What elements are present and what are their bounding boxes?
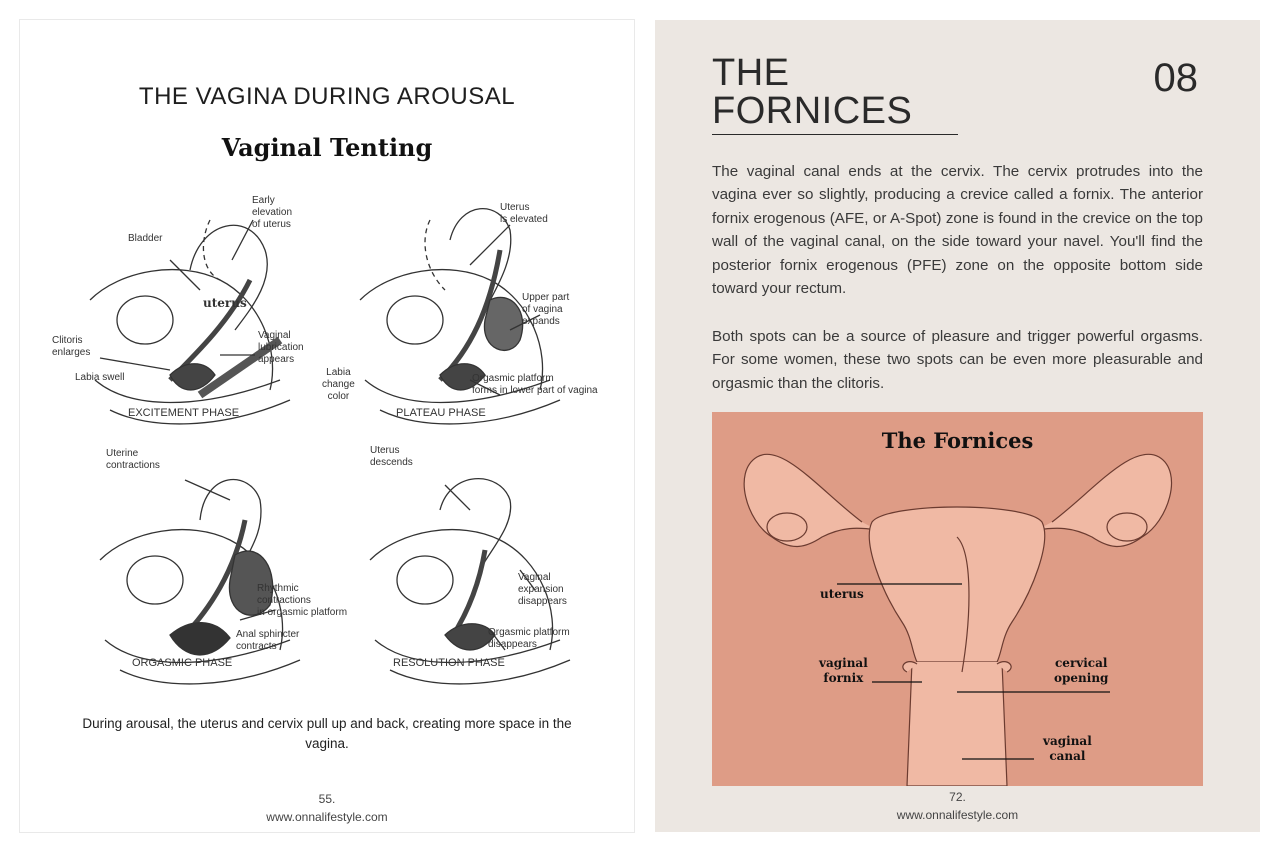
- website-footer: www.onnalifestyle.com: [266, 810, 388, 824]
- phase-label-resolution: RESOLUTION PHASE: [393, 657, 505, 669]
- label-uterus-overlay: uterus: [203, 296, 247, 310]
- label-uterus: uterus: [820, 587, 864, 601]
- phase-label-orgasmic: ORGASMIC PHASE: [132, 657, 233, 669]
- chapter-title: [712, 54, 912, 130]
- orgasmic-diagram: [100, 480, 300, 684]
- label-labia-change: Labia change color: [322, 367, 355, 402]
- label-vaginal-canal: vaginal canal: [1043, 734, 1092, 763]
- label-bladder: Bladder: [128, 233, 163, 244]
- body-paragraph-1: The vaginal canal ends at the cervix. The cervix protrudes into the vagina ever so slightly, producing a crevice called a fornix. The anterior fornix erogenous (AFE, or A-Spot) zone is found in the crevice on the top wall of the vaginal canal, on the side toward your navel. You'll find the posterior fornix erogenous (PFE) zone on the opposite bottom side toward your rectum.: [712, 163, 1203, 298]
- left-page: [20, 20, 634, 832]
- label-uterus-descends: Uterus descends: [370, 445, 413, 468]
- label-early-elevation: Early elevation of uterus: [252, 195, 293, 230]
- label-anal-sphincter: Anal sphincter contracts: [236, 629, 300, 652]
- chapter-number: 08: [1153, 56, 1198, 100]
- label-vaginal-fornix: vaginal fornix: [819, 656, 868, 685]
- label-platform-disappears: Orgasmic platform disappears: [488, 627, 570, 650]
- right-page: [655, 20, 1260, 832]
- label-upper-part: Upper part of vagina expands: [522, 292, 570, 327]
- phase-label-plateau: PLATEAU PHASE: [396, 407, 486, 419]
- page-number: 55.: [318, 792, 336, 806]
- label-uterus-elevated: Uterus is elevated: [500, 202, 548, 225]
- page-title: THE VAGINA DURING AROUSAL: [138, 83, 516, 110]
- figure-title: Vaginal Tenting: [221, 133, 433, 162]
- label-orgasmic-platform-forms: Orgasmic platform forms in lower part of vagina: [472, 373, 598, 396]
- fornices-figure: [712, 412, 1203, 786]
- chapter-title-line1: THE: [712, 52, 790, 94]
- figure-caption: During arousal, the uterus and cervix pull up and back, creating more space in the vagina.: [82, 716, 572, 751]
- label-uterine-contractions: Uterine contractions: [106, 448, 160, 471]
- chapter-title-line2: FORNICES: [712, 90, 913, 132]
- label-clitoris: Clitoris enlarges: [52, 335, 91, 358]
- website-footer: www.onnalifestyle.com: [896, 808, 1019, 822]
- label-expansion-disappears: Vaginal expansion disappears: [518, 572, 567, 607]
- body-paragraph-2: Both spots can be a source of pleasure and trigger powerful orgasms. For some women, these two spots can be even more pleasurable and orgasmic than the clitoris.: [712, 328, 1203, 392]
- phase-label-excitement: EXCITEMENT PHASE: [128, 407, 240, 419]
- excitement-diagram: [90, 220, 290, 424]
- fornices-figure-title: The Fornices: [881, 428, 1034, 453]
- label-cervical-opening: cervical opening: [1054, 656, 1109, 685]
- page-number: 72.: [949, 790, 966, 804]
- uterus-illustration: [712, 412, 1203, 786]
- label-lubrication: Vaginal lubrication appears: [258, 330, 304, 365]
- title-underline: [712, 134, 958, 135]
- label-labia-swell: Labia swell: [75, 372, 125, 383]
- label-rhythmic: Rhythmic contractions in orgasmic platform: [257, 583, 348, 618]
